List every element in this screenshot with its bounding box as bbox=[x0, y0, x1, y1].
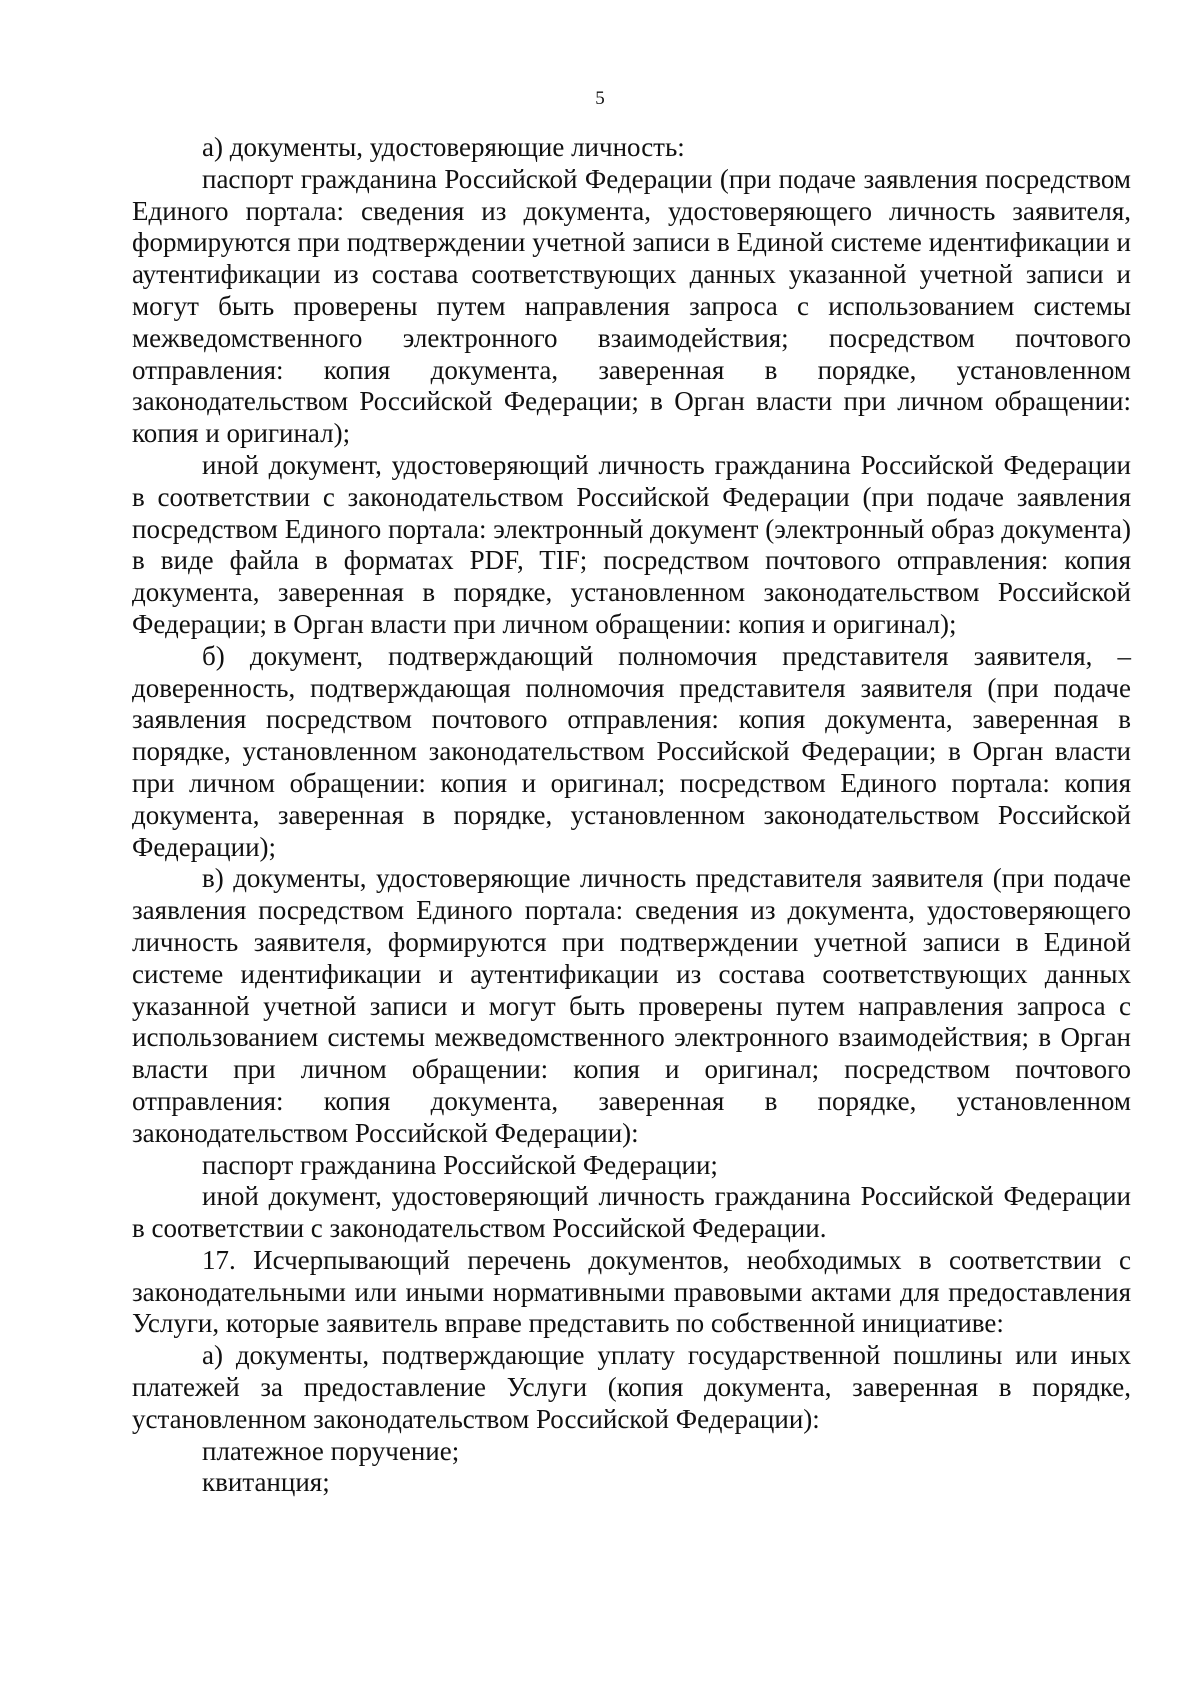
paragraph-receipt: квитанция; bbox=[202, 1467, 330, 1498]
paragraph-power-of-attorney: б) документ, подтверждающий полномочия представителя заявителя, – доверенность, подтверждающая полномочия представителя заявителя (при подаче заявления посредством почтового отправления: копия документа, заверенная в порядке, установленном законодательством Российской Федерации; в Орган власти при личном обращении: копия и оригинал; посредством Единого портала: копия документа, заверенная в порядке, установленном законодательством Российской Федерации); bbox=[132, 640, 1131, 862]
paragraph-identity-documents: а) документы, удостоверяющие личность: bbox=[202, 132, 685, 162]
paragraph-item-17: 17. Исчерпывающий перечень документов, необходимых в соответствии с законодательными или иными нормативными правовыми актами для предоставления Услуги, которые заявитель вправе представить по собственной инициативе: bbox=[132, 1244, 1131, 1339]
paragraph-payment-order: платежное поручение; bbox=[202, 1435, 460, 1466]
paragraph-payment-documents: а) документы, подтверждающие уплату государственной пошлины или иных платежей за предоставление Услуги (копия документа, заверенная в порядке, установленном законодательством Российской Федерации): bbox=[132, 1340, 1131, 1434]
paragraph-representative-other-document: иной документ, удостоверяющий личность гражданина Российской Федерации в соответствии с законодательством Российской Федерации. bbox=[132, 1181, 1131, 1244]
paragraph-other-identity-document: иной документ, удостоверяющий личность гражданина Российской Федерации в соответствии с законодательством Российской Федерации (при подаче заявления посредством Единого портала: электронный документ (электронный образ документа) в виде файла в форматах PDF, TIF; посредством почтового отправления: копия документа, заверенная в порядке, установленном законодательством Российской Федерации; в Орган власти при личном обращении: копия и оригинал); bbox=[132, 449, 1131, 639]
paragraph-representative-identity: в) документы, удостоверяющие личность представителя заявителя (при подаче заявления посредством Единого портала: сведения из документа, удостоверяющего личность заявителя, формируются при подтверждении учетной записи в Единой системе идентификации и аутентификации из состава соответствующих данных указанной учетной записи и могут быть проверены путем направления запроса с использованием системы межведомственного электронного взаимодействия; в Орган власти при личном обращении: копия и оригинал; посредством почтового отправления: копия документа, заверенная в порядке, установленном законодательством Российской Федерации): bbox=[132, 863, 1131, 1148]
document-body bbox=[132, 132, 1131, 1499]
paragraph-representative-passport: паспорт гражданина Российской Федерации; bbox=[202, 1149, 718, 1180]
paragraph-passport: паспорт гражданина Российской Федерации (при подаче заявления посредством Единого портала: сведения из документа, удостоверяющего личность заявителя, формируются при подтверждении учетной записи в Единой системе идентификации и аутентификации из состава соответствующих данных указанной учетной записи и могут быть проверены путем направления запроса с использованием системы межведомственного электронного взаимодействия; посредством почтового отправления: копия документа, заверенная в порядке, установленном законодательством Российской Федерации; в Орган власти при личном обращении: копия и оригинал); bbox=[132, 163, 1131, 449]
page-number: 5 bbox=[595, 88, 605, 109]
